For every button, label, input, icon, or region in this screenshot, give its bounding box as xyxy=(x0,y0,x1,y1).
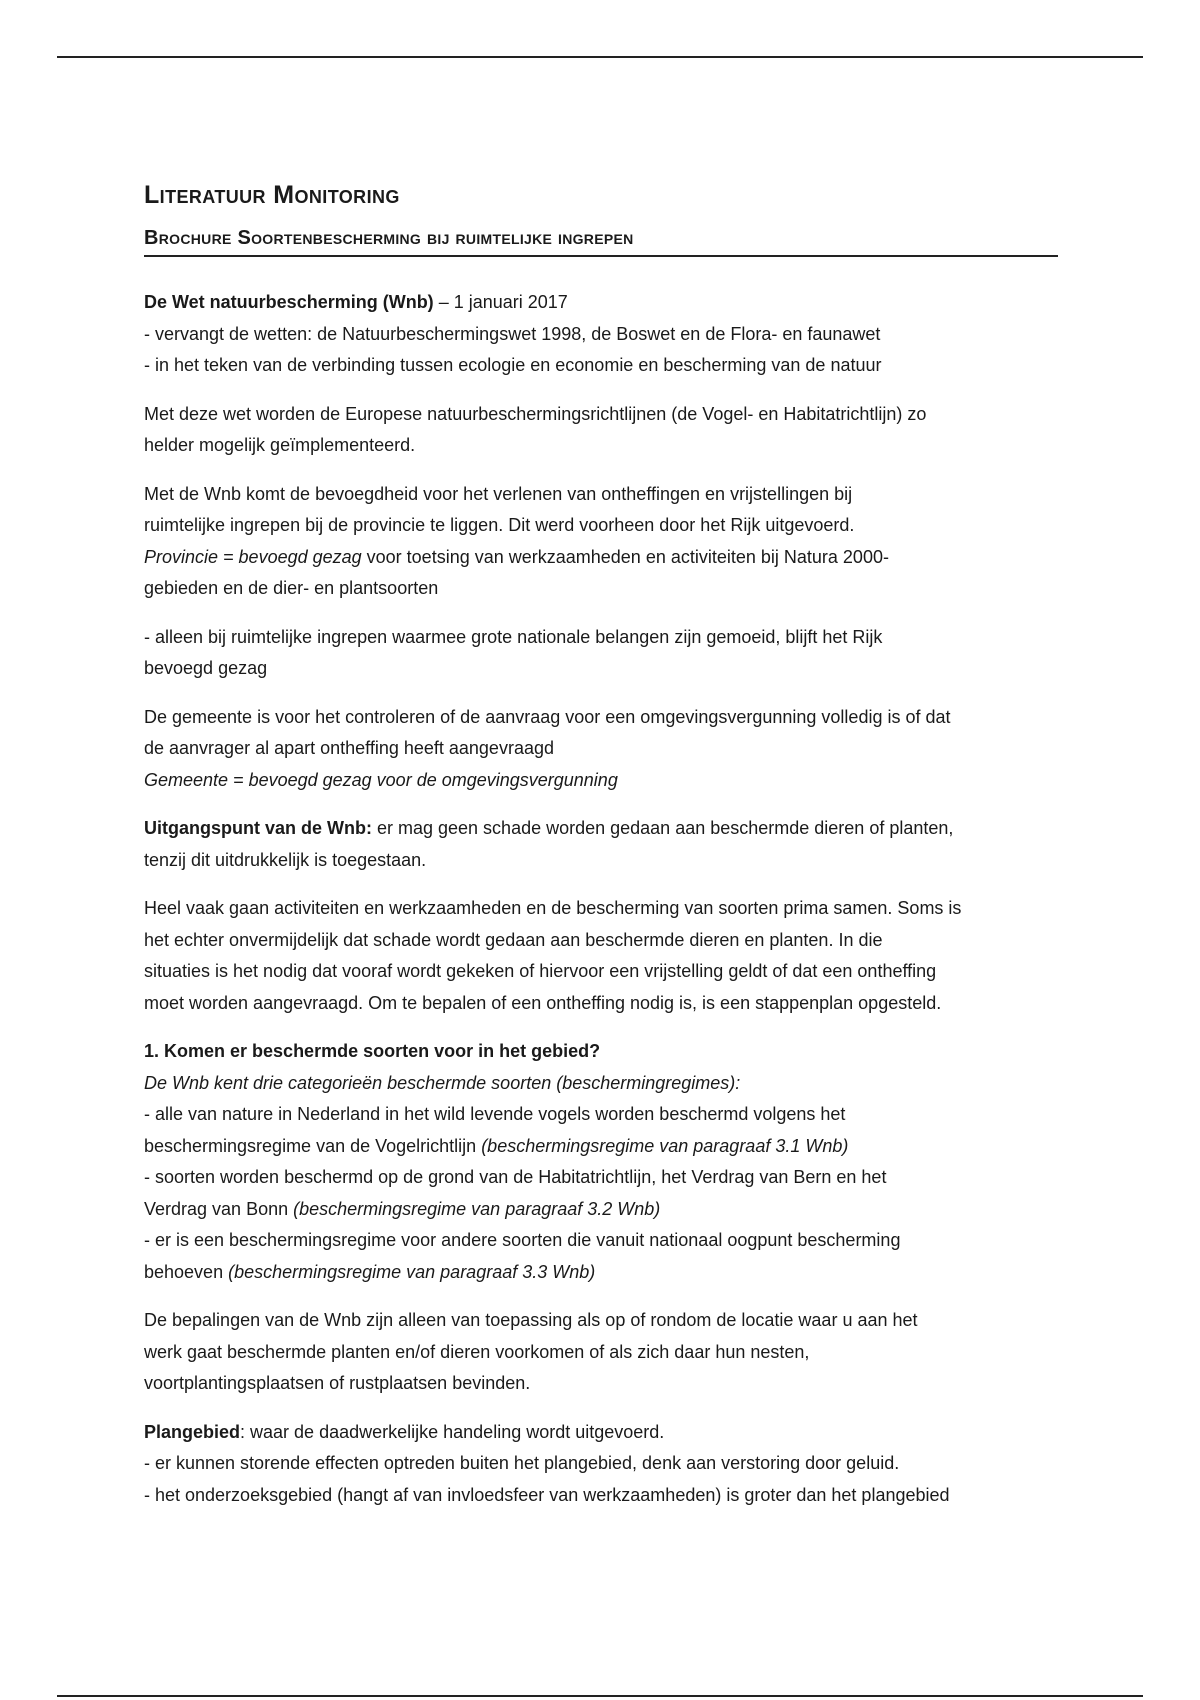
paragraph-line: - alle van nature in Nederland in het wild levende vogels worden beschermd volgens het xyxy=(144,1104,846,1124)
paragraph-line: werk gaat beschermde planten en/of dieren voorkomen of als zich daar hun nesten, xyxy=(144,1341,810,1362)
paragraph-line: - het onderzoeksgebied (hangt af van invloedsfeer van werkzaamheden) is groter dan het plangebied xyxy=(144,1484,950,1505)
bold-term: Uitgangspunt van de Wnb: xyxy=(144,818,372,838)
paragraph-gemeente xyxy=(144,702,1058,797)
paragraph-line xyxy=(144,1068,1058,1100)
paragraph-line: de aanvrager al apart ontheffing heeft aangevraagd xyxy=(144,738,554,758)
paragraph-line xyxy=(144,1036,1058,1068)
section-beschermde-soorten xyxy=(144,1036,1058,1288)
paragraph-line: bevoegd gezag xyxy=(144,658,268,678)
paragraph-richtlijnen xyxy=(144,399,1058,462)
paragraph-line: - er is een beschermingsregime voor andere soorten die vanuit nationaal oogpunt bescherming xyxy=(144,1230,901,1250)
document-title: Literatuur Monitoring xyxy=(144,181,400,209)
paragraph-line xyxy=(144,765,1058,797)
paragraph-line: - er kunnen storende effecten optreden buiten het plangebied, denk aan verstoring door geluid. xyxy=(144,1453,900,1473)
section-heading: De Wet natuurbescherming (Wnb) xyxy=(144,292,434,312)
paragraph-plangebied xyxy=(144,1417,1058,1512)
paragraph-line: De gemeente is voor het controleren of de aanvraag voor een omgevingsvergunning volledig is of dat xyxy=(144,706,951,727)
section-wnb xyxy=(144,287,1058,382)
paragraph-line: voortplantingsplaatsen of rustplaatsen bevinden. xyxy=(144,1373,531,1393)
paragraph-stappenplan xyxy=(144,893,1058,1019)
paragraph-line xyxy=(144,542,1058,574)
paragraph-uitgangspunt xyxy=(144,813,1058,876)
paragraph-line: - soorten worden beschermd op de grond van de Habitatrichtlijn, het Verdrag van Bern en het xyxy=(144,1167,887,1187)
paragraph-rijk xyxy=(144,622,1058,685)
paragraph-line: De bepalingen van de Wnb zijn alleen van toepassing als op of rondom de locatie waar u aan het xyxy=(144,1310,918,1330)
header-rule xyxy=(57,56,1143,58)
line-text: : waar de daadwerkelijke handeling wordt uitgevoerd. xyxy=(240,1421,665,1442)
section-date: – 1 januari 2017 xyxy=(433,292,568,312)
paragraph-line: gebieden en de dier- en plantsoorten xyxy=(144,578,439,598)
paragraph-line: helder mogelijk geïmplementeerd. xyxy=(144,435,416,455)
paragraph-line xyxy=(144,1194,1058,1226)
paragraph-line: - alleen bij ruimtelijke ingrepen waarmee grote nationale belangen zijn gemoeid, blijft het Rijk xyxy=(144,626,883,647)
paragraph-line xyxy=(144,1417,1058,1449)
paragraph-line xyxy=(144,287,1058,319)
paragraph-line: Met deze wet worden de Europese natuurbeschermingsrichtlijnen (de Vogel- en Habitatrichtlijn) zo xyxy=(144,403,927,424)
paragraph-bepalingen xyxy=(144,1305,1058,1400)
line-text: voor toetsing van werkzaamheden en activiteiten bij Natura 2000- xyxy=(361,546,889,567)
paragraph-line: situaties is het nodig dat vooraf wordt gekeken of hiervoor een vrijstelling geldt of dat een ontheffing xyxy=(144,961,937,981)
footer-rule xyxy=(57,1695,1143,1697)
paragraph-line: tenzij dit uitdrukkelijk is toegestaan. xyxy=(144,849,427,870)
paragraph-line: Met de Wnb komt de bevoegdheid voor het verlenen van ontheffingen en vrijstellingen bij xyxy=(144,483,853,504)
italic-reference: (beschermingsregime van paragraaf 3.2 Wnb) xyxy=(293,1198,661,1219)
italic-reference: (beschermingsregime van paragraaf 3.1 Wnb) xyxy=(481,1135,849,1156)
paragraph-line: Heel vaak gaan activiteiten en werkzaamheden en de bescherming van soorten prima samen. Soms is xyxy=(144,898,962,918)
line-text: behoeven xyxy=(144,1261,229,1282)
document-subtitle: Brochure Soortenbescherming bij ruimtelijke ingrepen xyxy=(144,224,1058,257)
paragraph-line: moet worden aangevraagd. Om te bepalen of een ontheffing nodig is, is een stappenplan opgesteld. xyxy=(144,992,942,1013)
italic-reference: (beschermingsregime van paragraaf 3.3 Wnb) xyxy=(228,1261,596,1282)
section-heading: 1. Komen er beschermde soorten voor in het gebied? xyxy=(144,1041,601,1061)
paragraph-line: ruimtelijke ingrepen bij de provincie te liggen. Dit werd voorheen door het Rijk uitgevoerd. xyxy=(144,515,855,535)
italic-line: Gemeente = bevoegd gezag voor de omgevingsvergunning xyxy=(144,769,618,790)
bold-term: Plangebied xyxy=(144,1421,241,1442)
paragraph-line: het echter onvermijdelijk dat schade wordt gedaan aan beschermde dieren en planten. In die xyxy=(144,929,883,950)
paragraph-bevoegdheid xyxy=(144,479,1058,605)
paragraph-line xyxy=(144,813,1058,845)
paragraph-line xyxy=(144,1257,1058,1289)
paragraph-line xyxy=(144,1131,1058,1163)
italic-term: Provincie = bevoegd gezag xyxy=(144,546,362,567)
italic-line: De Wnb kent drie categorieën beschermde soorten (beschermingregimes): xyxy=(144,1072,741,1093)
document-body xyxy=(144,178,1058,1511)
paragraph-line: - in het teken van de verbinding tussen ecologie en economie en bescherming van de natuur xyxy=(144,355,882,375)
line-text: beschermingsregime van de Vogelrichtlijn xyxy=(144,1135,482,1156)
line-text: Verdrag van Bonn xyxy=(144,1198,294,1219)
paragraph-line: - vervangt de wetten: de Natuurbeschermingswet 1998, de Boswet en de Flora- en faunawet xyxy=(144,323,881,344)
line-text: er mag geen schade worden gedaan aan beschermde dieren of planten, xyxy=(371,818,954,838)
